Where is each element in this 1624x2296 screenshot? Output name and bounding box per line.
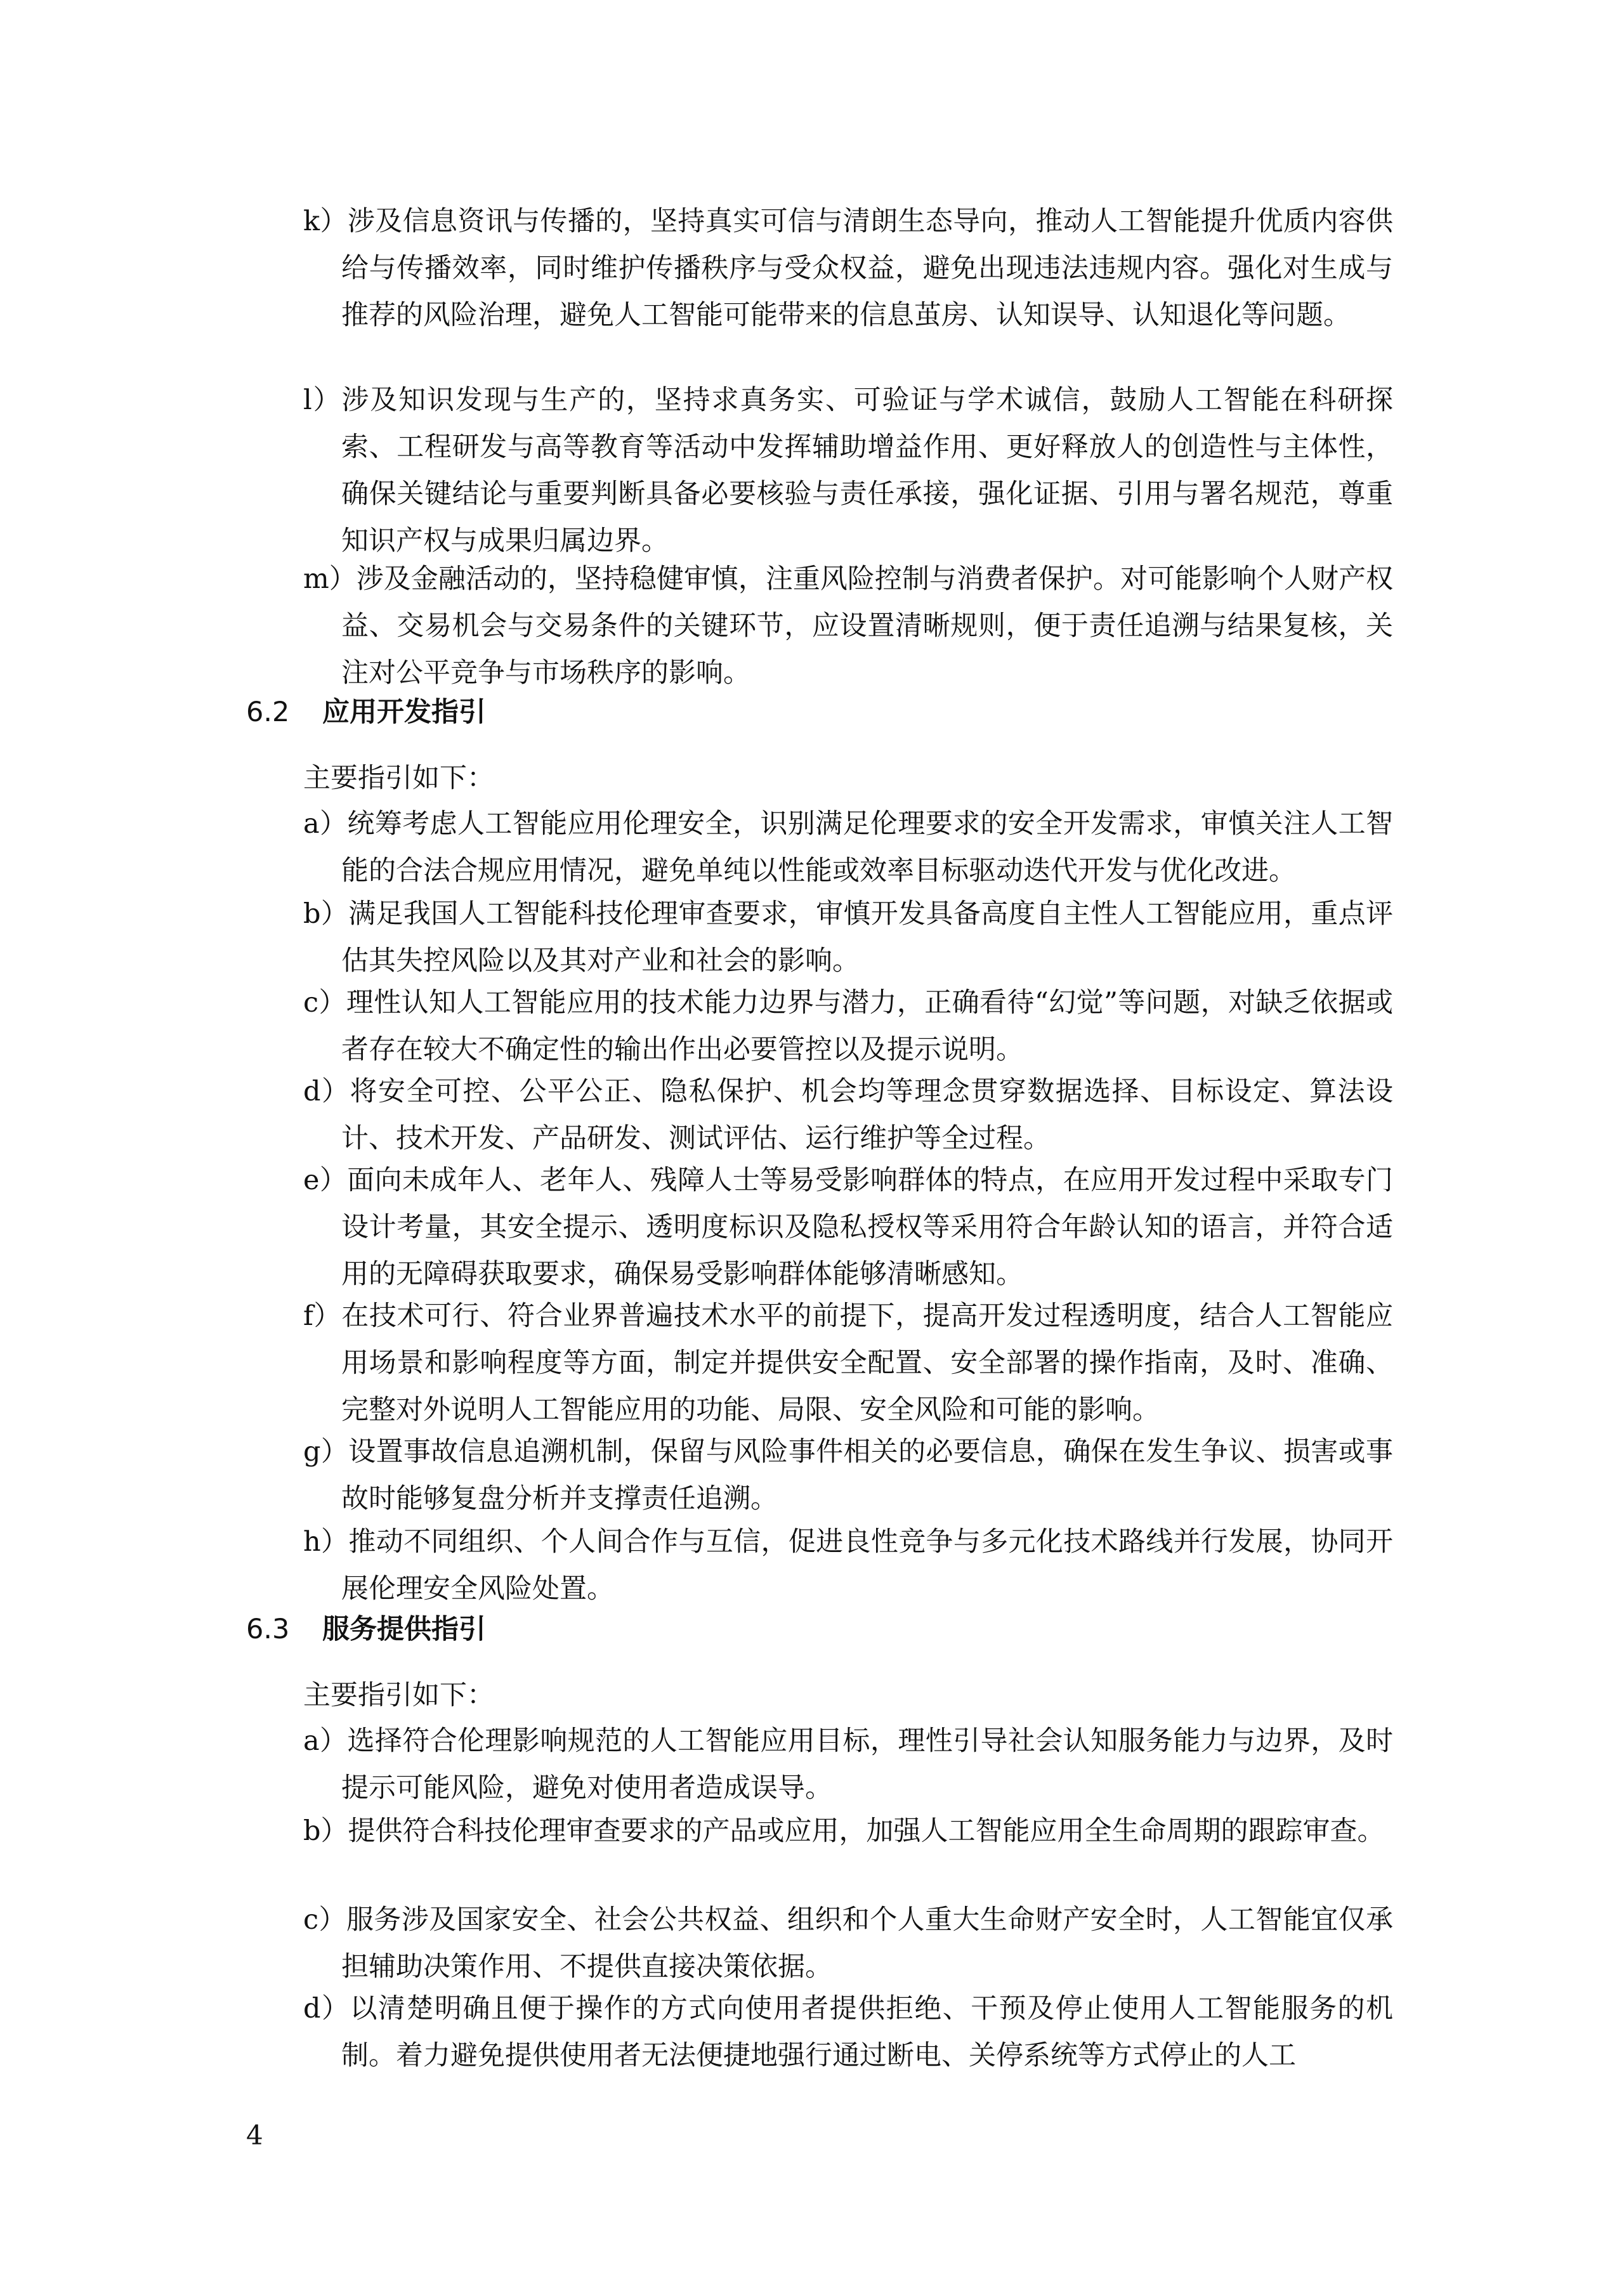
section-number: 6.3 xyxy=(246,1614,290,1645)
item-marker: e） xyxy=(303,1164,348,1196)
item-text: 推动不同组织、个人间合作与互信，促进良性竞争与多元化技术路线并行发展，协同开展伦理安全风险处置。 xyxy=(341,1526,1394,1605)
item-text: 提供符合科技伦理审查要求的产品或应用，加强人工智能应用全生命周期的跟踪审查。 xyxy=(348,1815,1385,1847)
section-heading-6-3 xyxy=(246,1606,486,1653)
item-text: 涉及知识发现与生产的，坚持求真务实、可验证与学术诚信，鼓励人工智能在科研探索、工程研发与高等教育等活动中发挥辅助增益作用、更好释放人的创造性与主体性，确保关键结论与重要判断具备必要核验与责任承接，强化证据、引用与署名规范，尊重知识产权与成果归属边界。 xyxy=(341,384,1393,557)
list-item-l xyxy=(303,377,1393,564)
item-text: 设置事故信息追溯机制，保留与风险事件相关的必要信息，确保在发生争议、损害或事故时能够复盘分析并支撑责任追溯。 xyxy=(341,1436,1393,1515)
item-marker: c） xyxy=(303,987,346,1019)
item-marker: d） xyxy=(303,1993,350,2025)
item-text: 在技术可行、符合业界普遍技术水平的前提下，提高开发过程透明度，结合人工智能应用场景和影响程度等方面，制定并提供安全配置、安全部署的操作指南，及时、准确、完整对外说明人工智能应用的功能、局限、安全风险和可能的影响。 xyxy=(341,1300,1393,1426)
item-text: 以清楚明确且便于操作的方式向使用者提供拒绝、干预及停止使用人工智能服务的机制。着力避免提供使用者无法便捷地强行通过断电、关停系统等方式停止的人工 xyxy=(341,1993,1393,2071)
list-item-f xyxy=(303,1293,1393,1433)
item-text: 统筹考虑人工智能应用伦理安全，识别满足伦理要求的安全开发需求，审慎关注人工智能的合法合规应用情况，避免单纯以性能或效率目标驱动迭代开发与优化改进。 xyxy=(341,808,1394,887)
item-text: 理性认知人工智能应用的技术能力边界与潜力，正确看待“幻觉”等问题，对缺乏依据或者存在较大不确定性的输出作出必要管控以及提示说明。 xyxy=(341,987,1393,1066)
list-item-b xyxy=(303,890,1393,984)
item-text: 满足我国人工智能科技伦理审查要求，审慎开发具备高度自主性人工智能应用，重点评估其失控风险以及其对产业和社会的影响。 xyxy=(341,898,1393,977)
item-marker: b） xyxy=(303,898,349,930)
list-item-c xyxy=(303,979,1393,1073)
list-item-m xyxy=(303,556,1393,696)
list-item-k xyxy=(303,198,1393,339)
item-marker: k） xyxy=(303,205,348,237)
item-marker: m） xyxy=(303,563,357,595)
item-text: 涉及金融活动的，坚持稳健审慎，注重风险控制与消费者保护。对可能影响个人财产权益、交易机会与交易条件的关键环节，应设置清晰规则，便于责任追溯与结果复核，关注对公平竞争与市场秩序的影响。 xyxy=(341,563,1394,689)
page-number: 4 xyxy=(246,2120,263,2151)
section-intro: 主要指引如下： xyxy=(303,762,494,794)
item-marker: d） xyxy=(303,1076,350,1107)
list-item-g xyxy=(303,1428,1393,1522)
list-item-e xyxy=(303,1157,1393,1298)
item-marker: b） xyxy=(303,1815,348,1847)
item-marker: a） xyxy=(303,808,348,840)
list-item-a xyxy=(303,1718,1393,1811)
list-item-b xyxy=(303,1808,1393,1855)
section-number: 6.2 xyxy=(246,696,290,728)
item-marker: h） xyxy=(303,1526,349,1558)
section-title: 应用开发指引 xyxy=(322,696,486,728)
item-text: 将安全可控、公平公正、隐私保护、机会均等理念贯穿数据选择、目标设定、算法设计、技术开发、产品研发、测试评估、运行维护等全过程。 xyxy=(341,1076,1393,1154)
list-item-d xyxy=(303,1068,1393,1162)
list-item-c xyxy=(303,1896,1393,1990)
list-item-a xyxy=(303,800,1393,894)
item-text: 选择符合伦理影响规范的人工智能应用目标，理性引导社会认知服务能力与边界，及时提示可能风险，避免对使用者造成误导。 xyxy=(341,1725,1394,1804)
list-item-d xyxy=(303,1985,1393,2079)
item-marker: g） xyxy=(303,1436,349,1468)
item-marker: f） xyxy=(303,1300,342,1332)
section-heading-6-2 xyxy=(246,689,486,736)
item-marker: a） xyxy=(303,1725,348,1757)
item-marker: l） xyxy=(303,384,342,416)
item-text: 涉及信息资讯与传播的，坚持真实可信与清朗生态导向，推动人工智能提升优质内容供给与传播效率，同时维护传播秩序与受众权益，避免出现违法违规内容。强化对生成与推荐的风险治理，避免人工智能可能带来的信息茧房、认知误导、认知退化等问题。 xyxy=(341,205,1393,331)
list-item-h xyxy=(303,1518,1393,1612)
section-title: 服务提供指引 xyxy=(322,1614,486,1645)
section-intro: 主要指引如下： xyxy=(303,1680,494,1711)
item-marker: c） xyxy=(303,1904,346,1936)
item-text: 面向未成年人、老年人、残障人士等易受影响群体的特点，在应用开发过程中采取专门设计考量，其安全提示、透明度标识及隐私授权等采用符合年龄认知的语言，并符合适用的无障碍获取要求，确保易受影响群体能够清晰感知。 xyxy=(341,1164,1393,1290)
item-text: 服务涉及国家安全、社会公共权益、组织和个人重大生命财产安全时，人工智能宜仅承担辅助决策作用、不提供直接决策依据。 xyxy=(341,1904,1393,1983)
